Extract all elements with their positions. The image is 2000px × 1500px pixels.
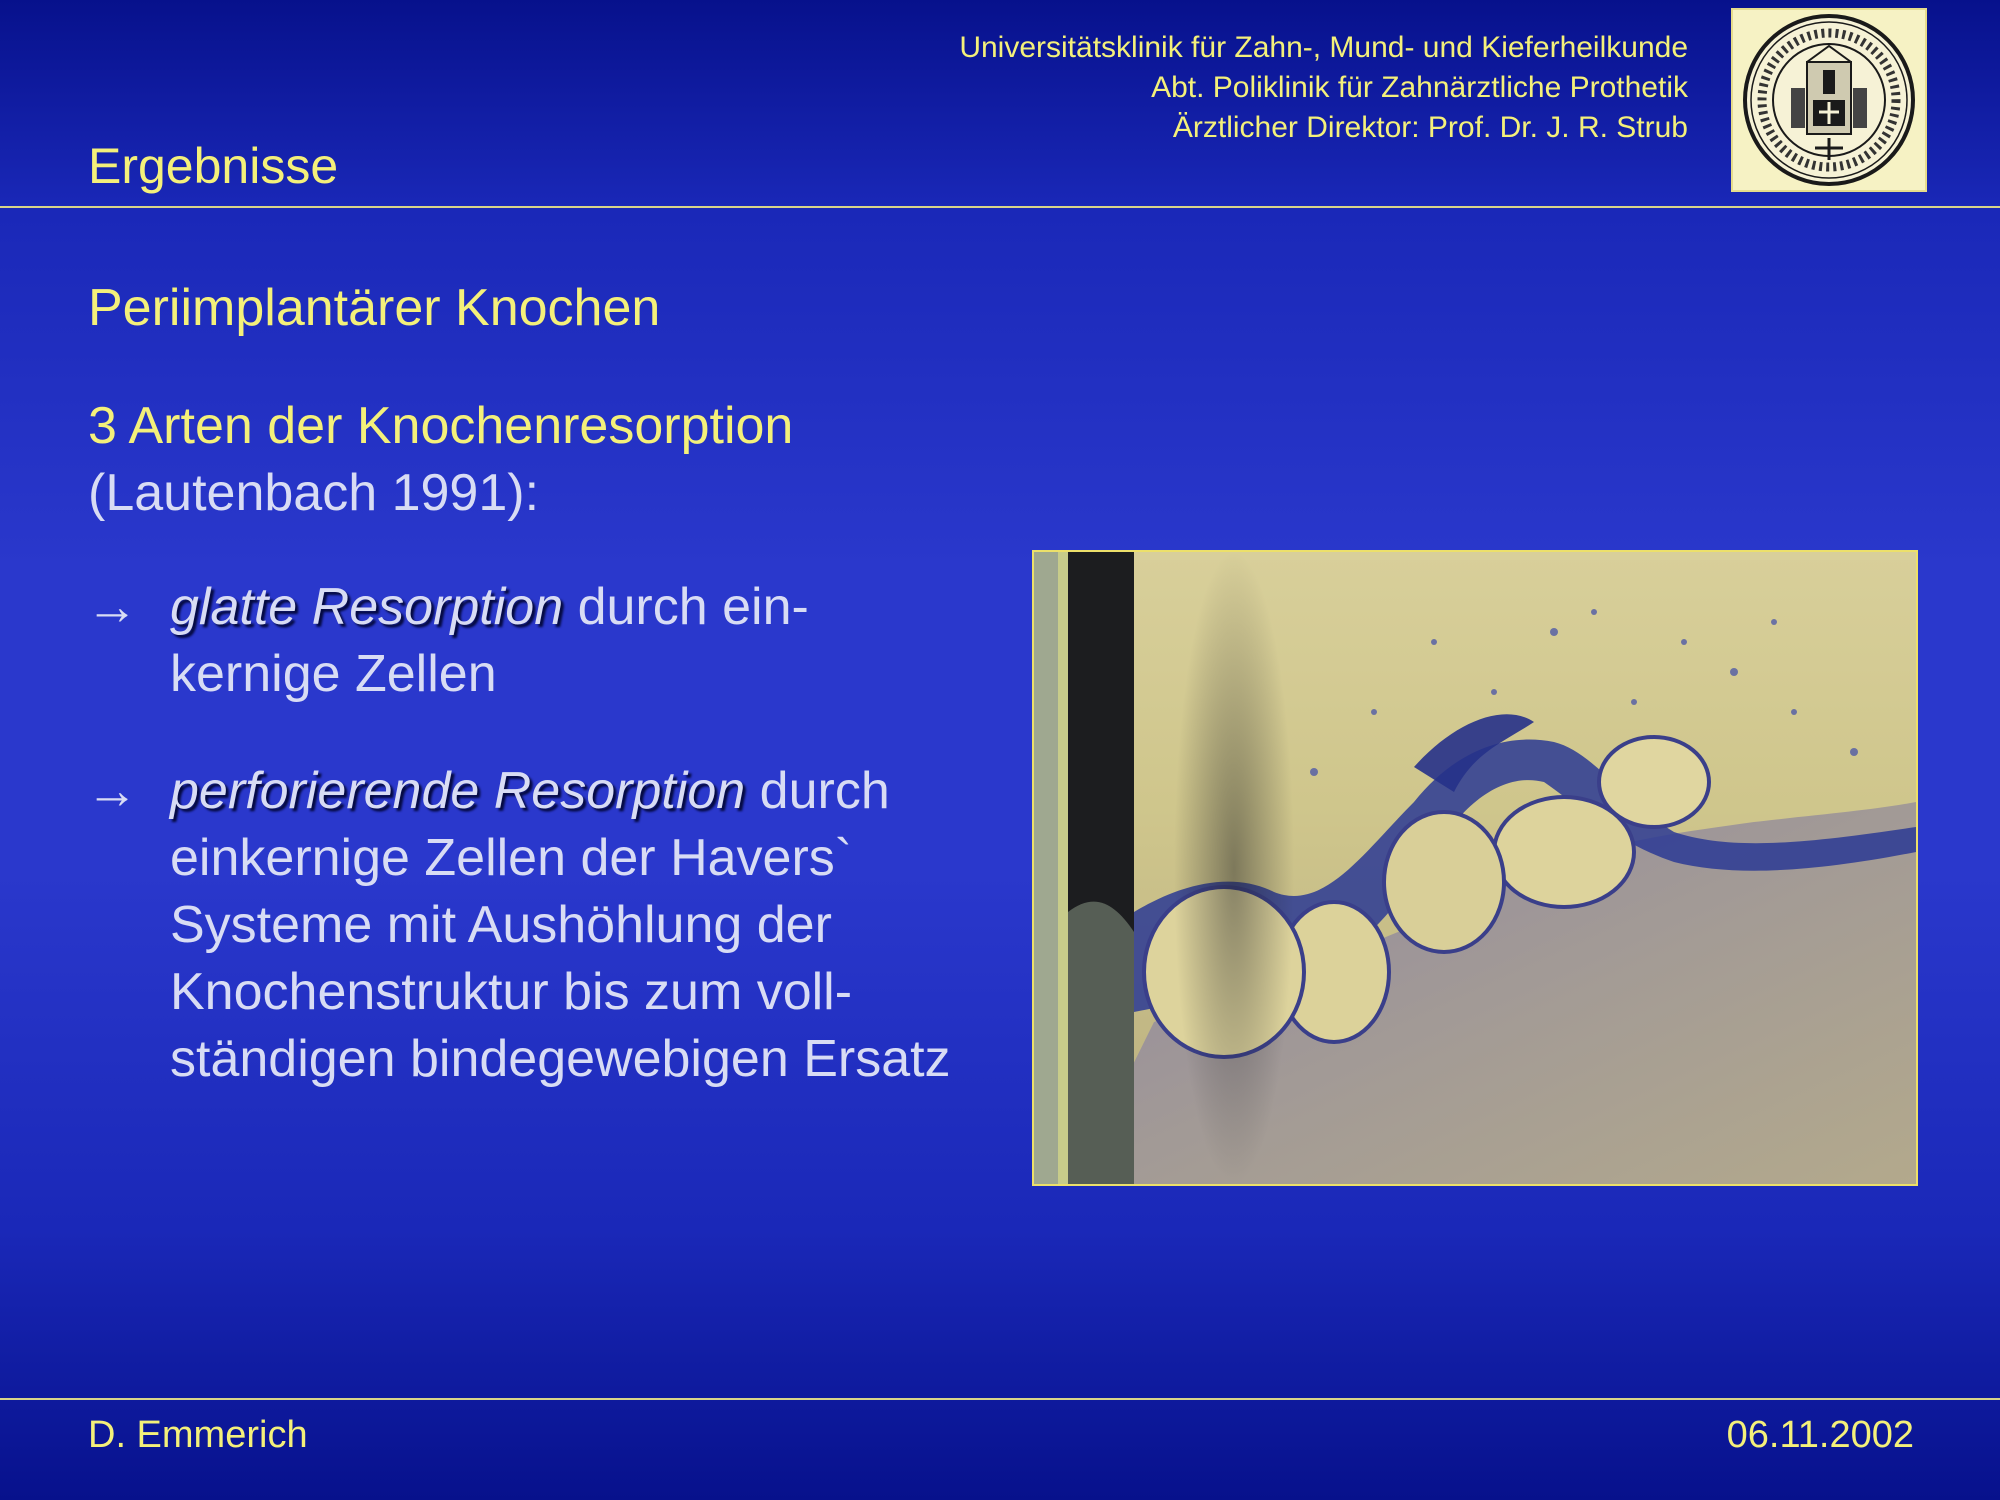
seal-icon xyxy=(1733,10,1925,190)
header-divider xyxy=(0,206,2000,208)
university-seal xyxy=(1731,8,1927,192)
micrograph-image xyxy=(1034,552,1916,1184)
institution-line: Universitätsklinik für Zahn-, Mund- und Kieferheilkunde xyxy=(959,31,1688,64)
bullet-rest: durch xyxy=(745,762,890,820)
bullet-first-line xyxy=(170,758,951,825)
arrow-right-icon: → xyxy=(86,762,138,820)
director-line: Ärztlicher Direktor: Prof. Dr. J. R. Strub xyxy=(1172,111,1688,144)
footer-divider xyxy=(0,1398,2000,1400)
bullet-continuation-line: einkernige Zellen der Havers` xyxy=(170,829,853,887)
bullet-emphasis: perforierende Resorption xyxy=(170,762,746,820)
footer-author: D. Emmerich xyxy=(88,1414,308,1456)
institution-header xyxy=(959,28,1688,148)
bullet-emphasis: glatte Resorption xyxy=(170,578,564,636)
histology-micrograph xyxy=(1032,550,1918,1186)
bullet-continuation-line: kernige Zellen xyxy=(170,645,497,703)
intro-text xyxy=(88,393,793,527)
bullet-first-line xyxy=(170,574,809,641)
arrow-right-icon: → xyxy=(86,578,138,636)
bullet-text xyxy=(170,758,951,1093)
bullet-text xyxy=(170,574,809,708)
bullet-rest: durch ein- xyxy=(563,578,809,636)
bullet-continuation-line: Knochenstruktur bis zum voll- xyxy=(170,963,853,1021)
section-title: Ergebnisse xyxy=(88,138,339,194)
intro-line-1: 3 Arten der Knochenresorption xyxy=(88,397,794,455)
department-line: Abt. Poliklinik für Zahnärztliche Prothetik xyxy=(1151,71,1688,104)
bullet-continuation-line: ständigen bindegewebigen Ersatz xyxy=(170,1030,951,1088)
intro-line-2: (Lautenbach 1991): xyxy=(88,464,540,522)
slide-subheading: Periimplantärer Knochen xyxy=(88,279,661,337)
footer-date: 06.11.2002 xyxy=(1726,1414,1914,1456)
bullet-continuation-line: Systeme mit Aushöhlung der xyxy=(170,896,832,954)
